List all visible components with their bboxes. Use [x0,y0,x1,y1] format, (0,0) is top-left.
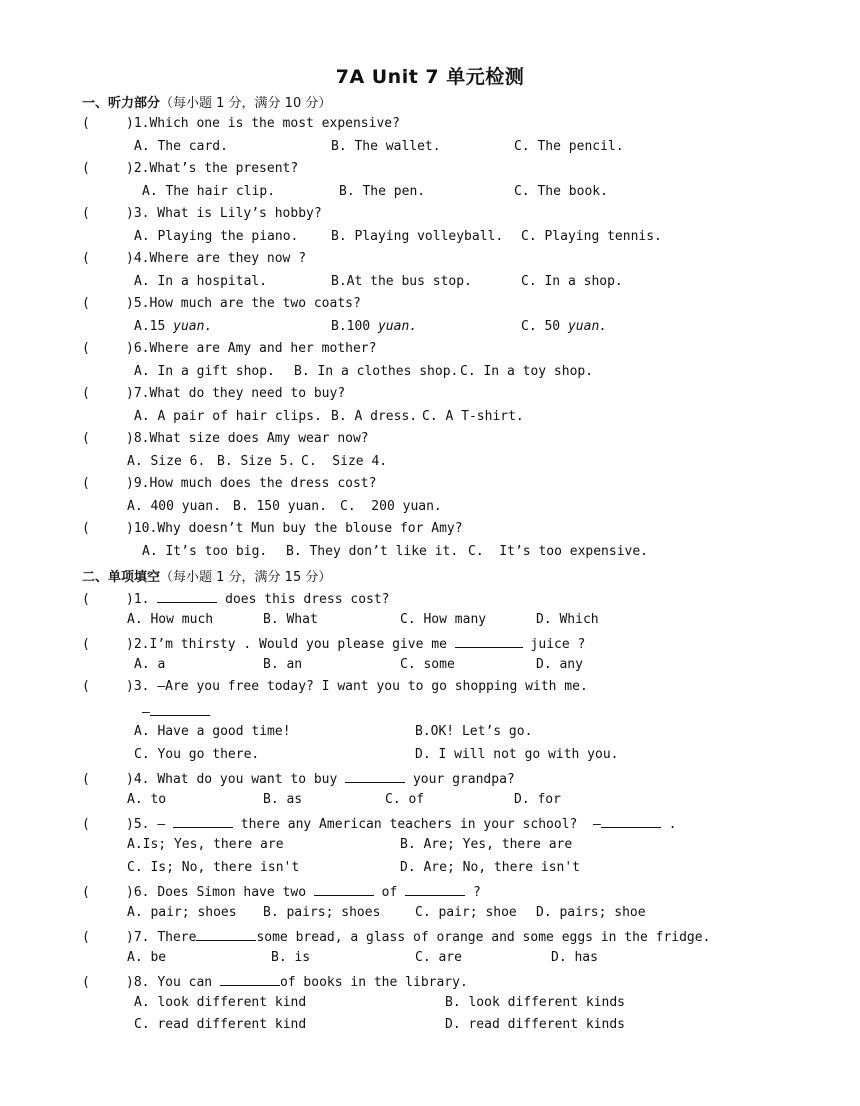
question-8 [82,431,369,447]
fill-blank[interactable] [345,769,405,783]
option-c: C. Is; No, there isn't [127,860,300,875]
option-b: B.OK! Let’s go. [415,724,533,739]
option-a: A.Is; Yes, there are [127,837,284,852]
option-b: B. 150 yuan. [233,499,327,514]
question-2 [82,161,298,177]
option-c: C. some [400,657,455,672]
question-number: )3. [126,206,150,221]
option-a: A. to [127,792,167,807]
option-label: A.15 [134,319,174,334]
option-c: C. pair; shoe [415,905,517,920]
question-3 [82,206,322,222]
option-d: D. Are; No, there isn't [400,860,581,875]
option-a: A. Playing the piano. [134,229,299,244]
option-c: C. Playing tennis. [521,229,662,244]
fill-blank[interactable] [173,814,233,828]
answer-bracket[interactable]: ( [82,296,90,311]
answer-bracket[interactable]: ( [82,592,90,607]
option-b: B. is [271,950,311,965]
question-number: )1. [126,592,150,607]
option-d: D. pairs; shoe [536,905,646,920]
question-number: )5. [126,817,150,832]
option-b: B. as [263,792,303,807]
answer-bracket[interactable]: ( [82,772,90,787]
fill-blank[interactable] [314,882,374,896]
option-label: B.100 [331,319,378,334]
option-c: C. read different kind [134,1017,307,1032]
question-7 [82,386,345,402]
option-c: C. In a toy shop. [460,364,594,379]
question-number: )1. [126,116,150,131]
answer-bracket[interactable]: ( [82,431,90,446]
section-heading-text: 二、单项填空 [82,570,161,585]
option-a: A. It’s too big. [142,544,268,559]
option-d: D. I will not go with you. [415,747,619,762]
question-text: You can [157,975,220,990]
option-b: B. The wallet. [331,139,441,154]
question-number: )6. [126,885,150,900]
question-number: )8. [126,431,150,446]
question-text: Where are they now ? [149,251,307,266]
choice-question-8 [82,972,468,991]
question-text: Why doesn’t Mun buy the blouse for Amy? [157,521,463,536]
question-text: What size does Amy wear now? [149,431,369,446]
option-a: A. be [127,950,167,965]
question-number: )9. [126,476,150,491]
fill-blank[interactable] [405,882,465,896]
question-text: — [157,817,173,832]
answer-bracket[interactable]: ( [82,206,90,221]
question-text: Which one is the most expensive? [149,116,400,131]
option-label: C. 50 [521,319,568,334]
section-note: （每小题 1 分，满分 10 分） [160,96,332,111]
answer-bracket[interactable]: ( [82,930,90,945]
question-5 [82,296,361,312]
choice-question-6 [82,882,481,901]
fill-blank[interactable] [150,702,210,716]
question-number: )6. [126,341,150,356]
fill-blank[interactable] [455,634,523,648]
option-c: C. are [415,950,462,965]
answer-bracket[interactable]: ( [82,885,90,900]
option-a: A. pair; shoes [127,905,237,920]
fill-blank[interactable] [157,589,217,603]
option-c: C. of [385,792,425,807]
option-a: A. The card. [134,139,228,154]
answer-bracket[interactable]: ( [82,975,90,990]
question-text-end: . [660,817,677,832]
section-note: （每小题 1 分，满分 15 分） [160,570,332,585]
option-c: C. It’s too expensive. [468,544,649,559]
question-text: I’m thirsty . Would you please give me [149,637,455,652]
question-4 [82,251,306,267]
fill-blank[interactable] [196,927,256,941]
answer-bracket[interactable]: ( [82,817,90,832]
option-b: B. What [263,612,318,627]
option-c: C. How many [400,612,487,627]
question-text: Where are Amy and her mother? [149,341,377,356]
option-d: D. read different kinds [445,1017,626,1032]
question-text: does this dress cost? [217,592,390,607]
question-number: )10. [126,521,158,536]
question-text-end: your grandpa? [405,772,515,787]
question-text-end: of books in the library. [279,975,468,990]
answer-bracket[interactable]: ( [82,679,90,694]
section-listening-heading [82,92,331,111]
option-a: A. In a hospital. [134,274,268,289]
option-c: C. 200 yuan. [340,499,442,514]
question-number: )4. [126,251,150,266]
option-a: A. The hair clip. [142,184,276,199]
question-number: )7. [126,386,150,401]
question-number: )5. [126,296,150,311]
question-9 [82,476,376,492]
option-b: B. an [263,657,303,672]
fill-blank[interactable] [601,814,661,828]
question-text-middle: of [373,885,406,900]
option-b: B. look different kinds [445,995,626,1010]
option-a: A. In a gift shop. [134,364,275,379]
option-c [521,319,607,335]
question-text: Does Simon have two [157,885,314,900]
answer-bracket[interactable]: ( [82,116,90,131]
question-6 [82,341,376,357]
choice-question-2 [82,634,585,653]
option-c: C. The pencil. [514,139,624,154]
fill-blank[interactable] [220,972,280,986]
question-text: How much are the two coats? [149,296,361,311]
option-b: B. The pen. [339,184,426,199]
option-c: C. A T-shirt. [422,409,524,424]
option-unit: yuan. [567,319,608,334]
question-text-end: juice ? [522,637,586,652]
option-b: B.At the bus stop. [331,274,472,289]
option-b: B. In a clothes shop. [294,364,459,379]
answer-bracket[interactable]: ( [82,341,90,356]
option-a: A. How much [127,612,214,627]
question-text: What’s the present? [149,161,299,176]
section-single-choice-heading [82,566,331,585]
page-title: 7A Unit 7 单元检测 [335,66,525,88]
option-unit: yuan. [173,319,213,334]
question-text-end: some bread, a glass of orange and some eggs in the fridge. [256,930,711,945]
question-number: )2. [126,637,150,652]
reply-line [142,702,210,721]
option-a: A. a [134,657,166,672]
option-a: A. look different kind [134,995,307,1010]
option-b: B. Size 5. [217,454,296,469]
option-d: D. any [536,657,583,672]
option-a: A. Have a good time! [134,724,291,739]
answer-bracket[interactable]: ( [82,521,90,536]
section-heading-text: 一、听力部分 [82,96,161,111]
answer-bracket[interactable]: ( [82,161,90,176]
question-text: There [157,930,197,945]
question-10 [82,521,463,537]
answer-bracket[interactable]: ( [82,386,90,401]
question-text: —Are you free today? I want you to go shopping with me. [157,679,588,694]
question-text-middle: there any American teachers in your school? — [232,817,601,832]
option-b: B. A dress. [331,409,418,424]
option-a: A. 400 yuan. [127,499,221,514]
option-a: A. A pair of hair clips. [134,409,322,424]
question-1 [82,116,400,132]
option-c: C. You go there. [134,747,260,762]
choice-question-4 [82,769,515,788]
question-text: What is Lily’s hobby? [149,206,322,221]
question-text: What do they need to buy? [149,386,346,401]
option-d: D. Which [536,612,599,627]
option-c: C. The book. [514,184,608,199]
option-b: B. They don’t like it. [286,544,459,559]
answer-bracket[interactable]: ( [82,251,90,266]
answer-bracket[interactable]: ( [82,476,90,491]
question-text: What do you want to buy [157,772,346,787]
option-unit: yuan. [377,319,418,334]
option-b: B. pairs; shoes [263,905,381,920]
option-a: A. Size 6. [127,454,206,469]
choice-question-1 [82,589,390,608]
choice-question-5 [82,814,676,833]
question-text: How much does the dress cost? [149,476,377,491]
question-number: )3. [126,679,150,694]
question-text-end: ? [465,885,481,900]
option-c: C. Size 4. [301,454,388,469]
question-number: )7. [126,930,150,945]
option-b: B. Playing volleyball. [331,229,504,244]
option-d: D. for [514,792,561,807]
choice-question-7 [82,927,710,946]
question-number: )2. [126,161,150,176]
question-number: )4. [126,772,150,787]
reply-dash: — [142,705,150,720]
option-a [134,319,212,335]
option-b: B. Are; Yes, there are [400,837,573,852]
answer-bracket[interactable]: ( [82,637,90,652]
option-b [331,319,417,335]
question-number: )8. [126,975,150,990]
option-d: D. has [551,950,598,965]
option-c: C. In a shop. [521,274,623,289]
choice-question-3 [82,679,588,695]
